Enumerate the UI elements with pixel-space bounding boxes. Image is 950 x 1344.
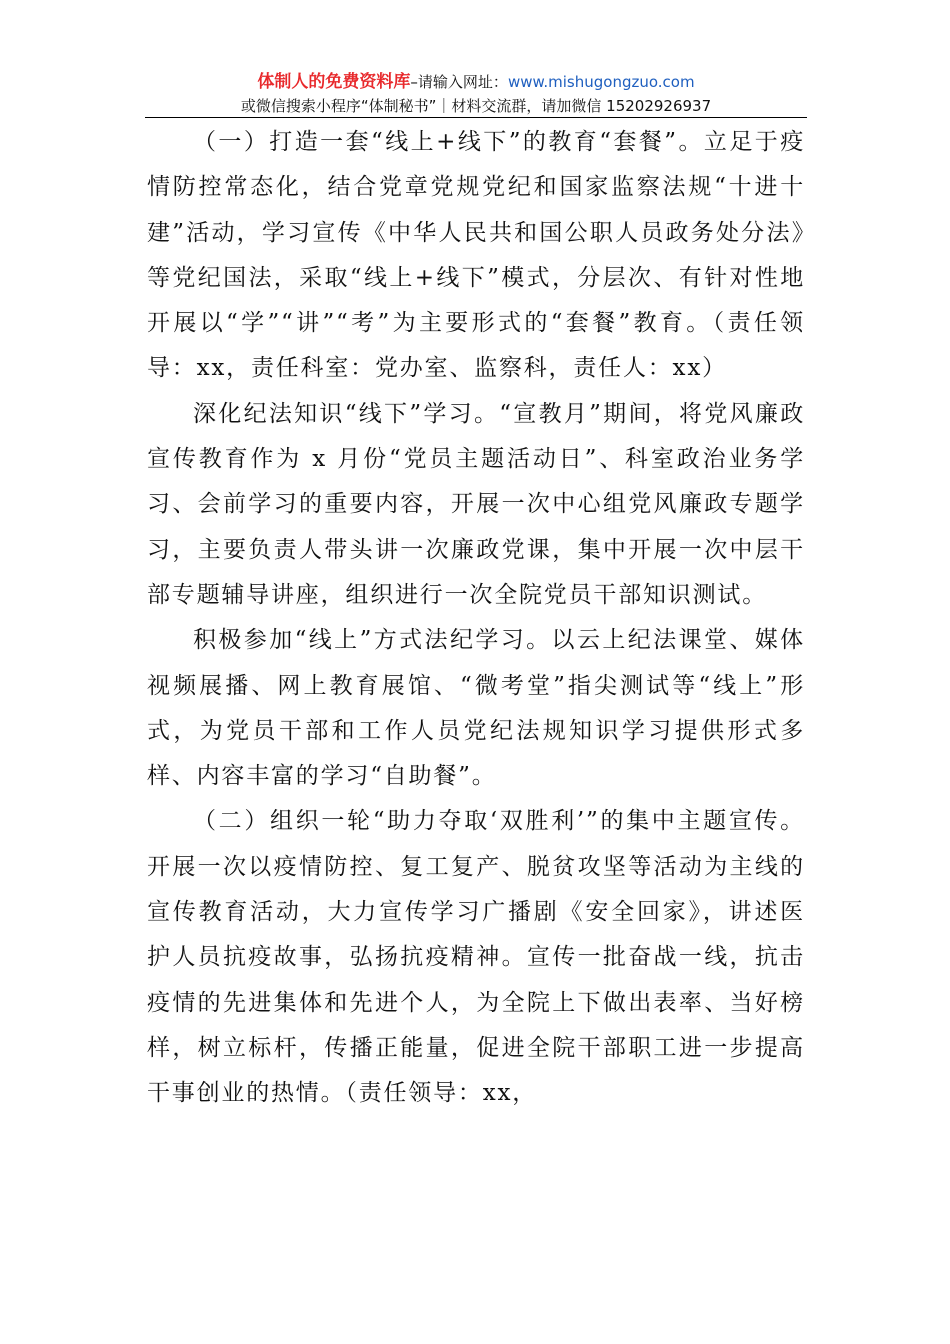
header-brand: 体制人的免费资料库	[257, 72, 411, 92]
page-header	[145, 70, 807, 118]
document-body	[147, 120, 805, 1117]
header-line-1	[145, 70, 807, 94]
header-url-link[interactable]: www.mishugongzuo.com	[507, 73, 695, 91]
paragraph-2: 深化纪法知识“线下”学习。“宣教月”期间，将党风廉政宣传教育作为 x 月份“党员主题活动日”、科室政治业务学习、会前学习的重要内容，开展一次中心组党风廉政专题学习，主要负责人带头讲一次廉政党课，集中开展一次中层干部专题辅导讲座，组织进行一次全院党员干部知识测试。	[147, 400, 805, 608]
paragraph-4: （二）组织一轮“助力夺取‘双胜利’”的集中主题宣传。开展一次以疫情防控、复工复产、脱贫攻坚等活动为主线的宣传教育活动，大力宣传学习广播剧《安全回家》，讲述医护人员抗疫故事，弘扬抗疫精神。宣传一批奋战一线，抗击疫情的先进集体和先进个人，为全院上下做出表率、当好榜样，树立标杆，传播正能量，促进全院干部职工进一步提高干事创业的热情。（责任领导：xx，	[147, 808, 805, 1107]
header-divider	[145, 117, 807, 118]
header-prompt: –请输入网址：	[410, 73, 508, 91]
paragraph-1: （一）打造一套“线上+线下”的教育“套餐”。立足于疫情防控常态化，结合党章党规党纪和国家监察法规“十进十建”活动，学习宣传《中华人民共和国公职人员政务处分法》等党纪国法，采取“线上+线下”模式，分层次、有针对性地开展以“学”“讲”“考”为主要形式的“套餐”教育。（责任领导：xx，责任科室：党办室、监察科，责任人：xx）	[147, 129, 805, 382]
header-line-2: 或微信搜索小程序“体制秘书”｜材料交流群，请加微信 15202926937	[240, 97, 712, 115]
paragraph-3: 积极参加“线上”方式法纪学习。以云上纪法课堂、媒体视频展播、网上教育展馆、“微考堂”指尖测试等“线上”形式，为党员干部和工作人员党纪法规知识学习提供形式多样、内容丰富的学习“自助餐”。	[147, 627, 805, 790]
